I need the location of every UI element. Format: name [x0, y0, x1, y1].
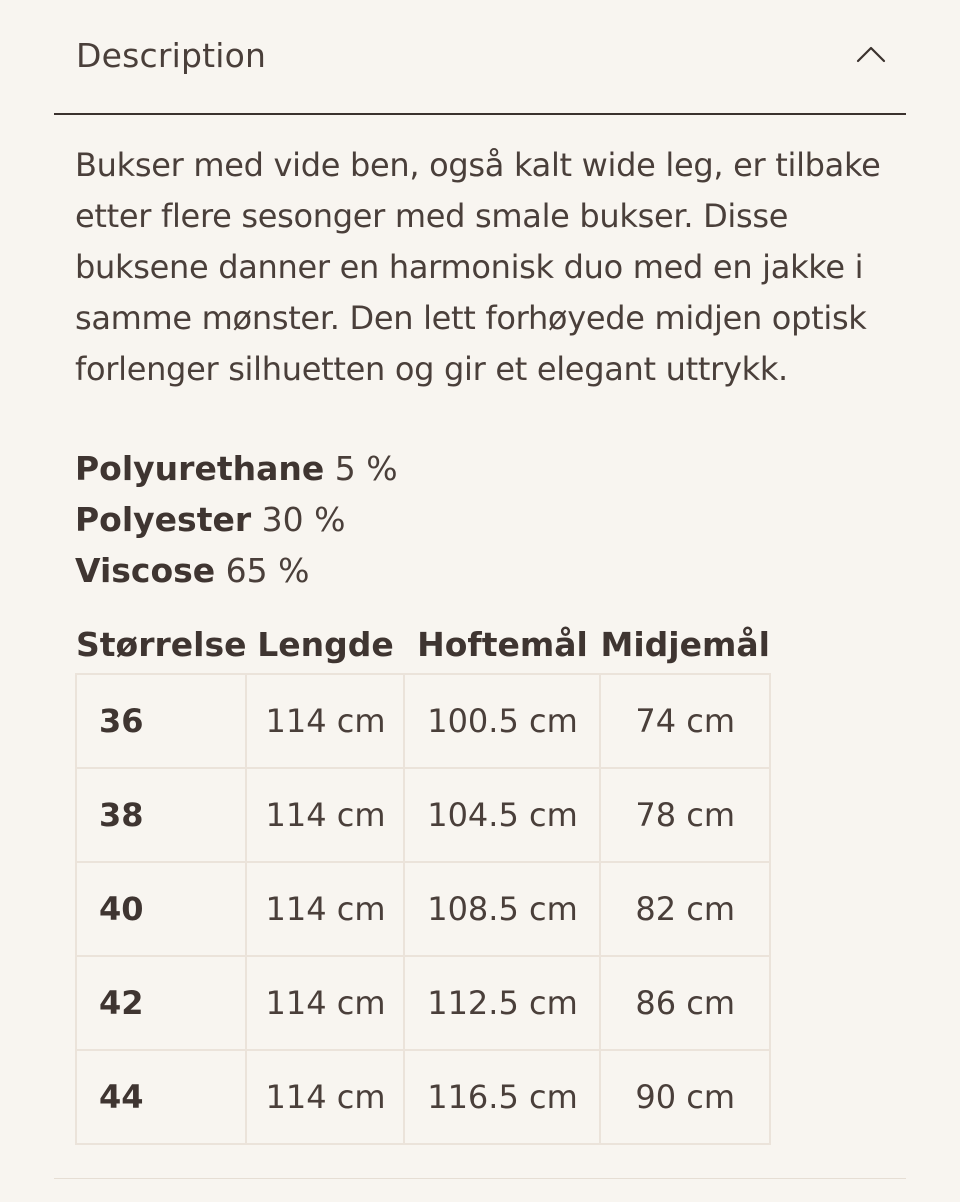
- waist-cell: 86 cm: [600, 956, 769, 1050]
- table-row: [76, 768, 770, 862]
- product-description: Bukser med vide ben, også kalt wide leg, er tilbake etter flere sesonger med smale bukser. Disse buksene danner en harmonisk duo med en jakke i samme mønster. Den lett forhøyede midjen optisk forlenger silhuetten og gir et elegant uttrykk.: [75, 146, 881, 388]
- column-header-length: Lengde: [257, 624, 394, 664]
- accordion-title: Description: [76, 36, 267, 75]
- size-table: [75, 615, 771, 1145]
- composition-row: [75, 443, 775, 494]
- material-percent: 30 %: [261, 500, 346, 539]
- material-composition: [75, 443, 775, 596]
- size-cell: 44: [76, 1050, 246, 1144]
- hip-cell: 116.5 cm: [404, 1050, 600, 1144]
- size-cell: 42: [76, 956, 246, 1050]
- material-name: Polyester: [75, 500, 252, 539]
- column-header-size: Størrelse: [76, 624, 247, 664]
- length-cell: 114 cm: [246, 768, 404, 862]
- length-cell: 114 cm: [246, 956, 404, 1050]
- column-header-hip: Hoftemål: [417, 624, 588, 664]
- hip-cell: 112.5 cm: [404, 956, 600, 1050]
- size-cell: 36: [76, 674, 246, 768]
- waist-cell: 74 cm: [600, 674, 769, 768]
- hip-cell: 108.5 cm: [404, 862, 600, 956]
- waist-cell: 78 cm: [600, 768, 769, 862]
- column-header-waist: Midjemål: [600, 624, 770, 664]
- table-row: [76, 862, 770, 956]
- composition-row: [75, 545, 775, 596]
- length-cell: 114 cm: [246, 1050, 404, 1144]
- waist-cell: 82 cm: [600, 862, 769, 956]
- material-name: Viscose: [75, 551, 216, 590]
- chevron-up-icon[interactable]: [854, 40, 888, 70]
- table-row: [76, 956, 770, 1050]
- table-row: [76, 674, 770, 768]
- material-name: Polyurethane: [75, 449, 325, 488]
- length-cell: 114 cm: [246, 674, 404, 768]
- material-percent: 65 %: [225, 551, 310, 590]
- table-row: [76, 1050, 770, 1144]
- material-percent: 5 %: [334, 449, 398, 488]
- size-cell: 40: [76, 862, 246, 956]
- hip-cell: 104.5 cm: [404, 768, 600, 862]
- hip-cell: 100.5 cm: [404, 674, 600, 768]
- composition-row: [75, 494, 775, 545]
- description-accordion-header[interactable]: [54, 0, 906, 115]
- waist-cell: 90 cm: [600, 1050, 769, 1144]
- section-divider: [54, 1178, 906, 1179]
- table-header-row: [76, 615, 770, 674]
- size-cell: 38: [76, 768, 246, 862]
- length-cell: 114 cm: [246, 862, 404, 956]
